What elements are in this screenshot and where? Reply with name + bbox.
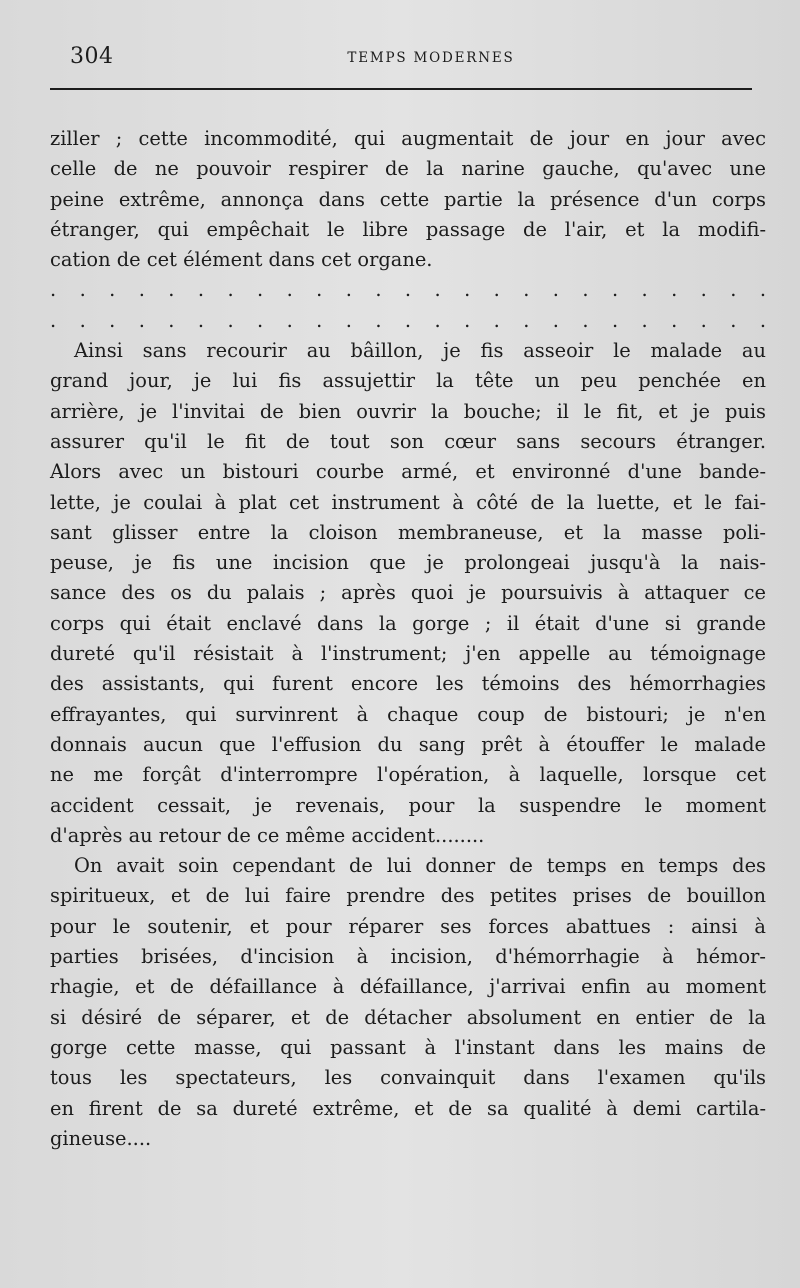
text-line: . . . . . . . . . . . . . . . . . . . . . . . . .: [50, 278, 766, 302]
text-line: tous les spectateurs, les convainquit dans l'examen qu'ils: [50, 1066, 766, 1090]
text-line: pour le soutenir, et pour réparer ses forces abattues : ainsi à: [50, 914, 766, 938]
text-line: accident cessait, je revenais, pour la suspendre le moment: [50, 793, 766, 817]
text-line: lette, je coulai à plat cet instrument à côté de la luette, et le fai-: [50, 490, 766, 514]
text-line: Ainsi sans recourir au bâillon, je fis asseoir le malade au: [74, 339, 766, 363]
text-line: sant glisser entre la cloison membraneuse, et la masse poli-: [50, 520, 766, 544]
text-line: grand jour, je lui fis assujettir la tête un peu penchée en: [50, 369, 766, 393]
header-rule: [50, 88, 752, 90]
text-line: en firent de sa dureté extrême, et de sa qualité à demi cartila-: [50, 1096, 766, 1120]
text-line: effrayantes, qui survinrent à chaque coup de bistouri; je n'en: [50, 702, 766, 726]
text-line: donnais aucun que l'effusion du sang prêt à étouffer le malade: [50, 732, 766, 756]
text-line: sance des os du palais ; après quoi je poursuivis à attaquer ce: [50, 581, 766, 605]
text-line: des assistants, qui furent encore les témoins des hémorrhagies: [50, 672, 766, 696]
text-line: peine extrême, annonça dans cette partie la présence d'un corps: [50, 187, 766, 211]
text-line: rhagie, et de défaillance à défaillance, j'arrivai enfin au moment: [50, 975, 766, 999]
page-header: [50, 44, 752, 84]
text-line: corps qui était enclavé dans la gorge ; il était d'une si grande: [50, 611, 766, 635]
text-line: d'après au retour de ce même accident........: [50, 823, 485, 847]
text-line: On avait soin cependant de lui donner de temps en temps des: [74, 854, 766, 878]
text-line: celle de ne pouvoir respirer de la narine gauche, qu'avec une: [50, 157, 766, 181]
text-line: parties brisées, d'incision à incision, d'hémorrhagie à hémor-: [50, 945, 766, 969]
text-line: peuse, je fis une incision que je prolongeai jusqu'à la nais-: [50, 551, 766, 575]
running-title: TEMPS MODERNES: [347, 50, 515, 66]
text-line: gineuse....: [50, 1126, 152, 1150]
body-text: [50, 124, 766, 1154]
text-line: gorge cette masse, qui passant à l'instant dans les mains de: [50, 1035, 766, 1059]
text-line: cation de cet élément dans cet organe.: [50, 248, 433, 272]
text-line: Alors avec un bistouri courbe armé, et environné d'une bande-: [50, 460, 766, 484]
text-line: arrière, je l'invitai de bien ouvrir la bouche; il le fit, et je puis: [50, 399, 766, 423]
text-line: dureté qu'il résistait à l'instrument; j'en appelle au témoignage: [50, 642, 766, 666]
text-line: étranger, qui empêchait le libre passage de l'air, et la modifi-: [50, 217, 766, 241]
text-line: si désiré de séparer, et de détacher absolument en entier de la: [50, 1005, 766, 1029]
text-line: assurer qu'il le fit de tout son cœur sans secours étranger.: [50, 429, 766, 453]
text-line: . . . . . . . . . . . . . . . . . . . . . . . . .: [50, 308, 766, 332]
text-line: ne me forçât d'interrompre l'opération, à laquelle, lorsque cet: [50, 763, 766, 787]
text-line: ziller ; cette incommodité, qui augmentait de jour en jour avec: [50, 127, 766, 150]
text-line: spiritueux, et de lui faire prendre des petites prises de bouillon: [50, 884, 766, 908]
page-number: 304: [70, 44, 114, 69]
